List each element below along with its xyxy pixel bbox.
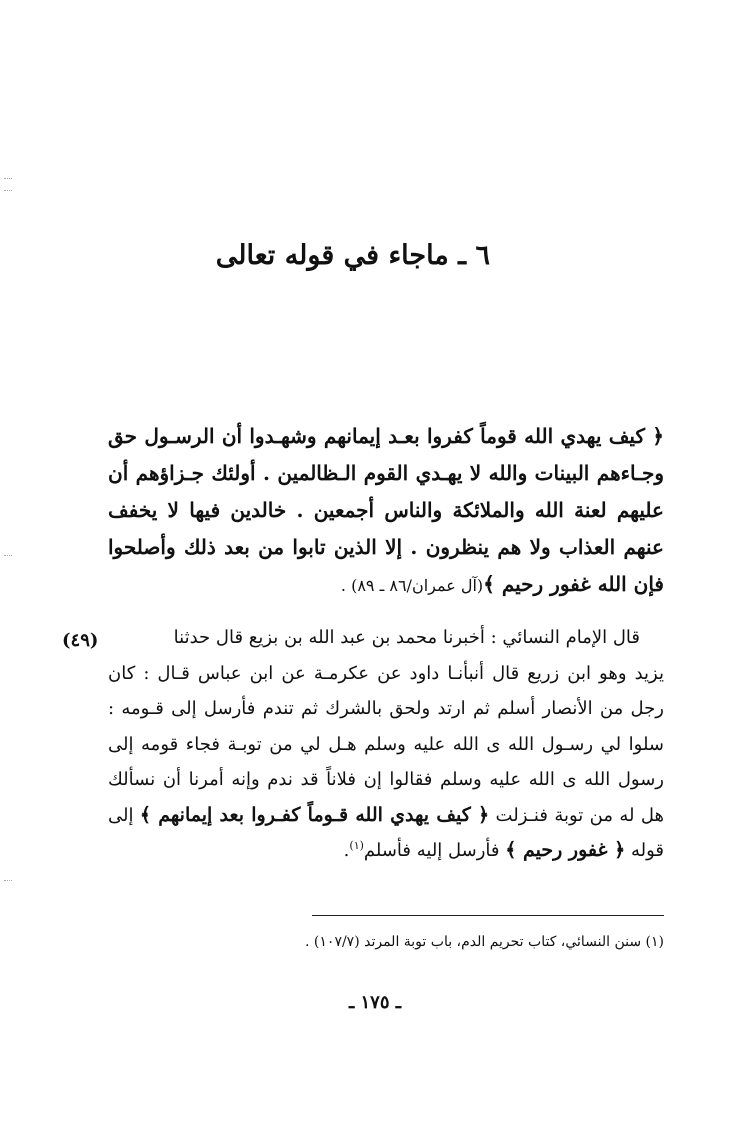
scan-edge-mark <box>4 880 12 881</box>
page-number: ـ ١٧٥ ـ <box>348 992 402 1013</box>
hadith-end: . <box>343 840 350 861</box>
chapter-title: ٦ ـ ماجاء في قوله تعالى <box>215 240 490 271</box>
hadith-body: يزيد وهو ابن زريع قال أنبأنـا داود عن عكرمـة عن ابن عباس قـال : كان رجل من الأنصار أسلم ثم ارتد ولحق بالشرك ثم تندم فأرسل إلى قـومه : سلوا لي رسـول الله ى الله عليه وسلم هـل لي من توبـة فجاء قومه إلى رسول الله ى الله عليه وسلم فقالوا إن فلاناً قد ندم وإنه أمرنا أن نسألك هل له من توبة فنـزلت <box>108 662 664 826</box>
hadith-quote-verse: ﴿ كيف يهدي الله قـوماً كفـروا بعد إيمانهم ﴾ <box>139 803 490 826</box>
scan-edge-mark <box>4 190 12 191</box>
hadith-number: (٤٩) <box>62 630 99 651</box>
verse-reference: (آل عمران/٨٦ ـ ٨٩) . <box>340 576 484 595</box>
verse-text: ﴿ كيف يهدي الله قوماً كفروا بعـد إيمانهم وشهـدوا أن الرسـول حق وجـاءهم البينات والله لا يهـدي القوم الـظالمين . أولئك جـزاؤهم أن عليهم لعنة الله والملائكة والناس أجمعين . خالدين فيها لا يخفف عنهم العذاب ولا هم ينظرون . إلا الذين تابوا من بعد ذلك وأصلحوا فإن الله غفور رحيم ﴾ <box>108 424 664 596</box>
footnote: (١) سنن النسائي، كتاب تحريم الدم، باب توبة المرتد (١٠٧/٧) . <box>305 934 664 950</box>
footnote-divider <box>312 915 664 916</box>
hadith-first-line: قال الإمام النسائي : أخبرنا محمد بن عبد الله بن بزيع قال حدثنا <box>173 627 640 648</box>
footnote-marker: (١) <box>349 839 364 852</box>
hadith-closing: فأرسل إليه فأسلم <box>363 840 500 861</box>
quran-verse <box>108 418 664 604</box>
hadith-quote-ending: ﴿ غفور رحيم ﴾ <box>505 839 626 861</box>
hadith-connector: إلى قوله <box>108 804 664 861</box>
scan-edge-mark <box>4 178 12 179</box>
hadith-paragraph <box>108 620 664 869</box>
scan-edge-mark <box>4 555 12 556</box>
